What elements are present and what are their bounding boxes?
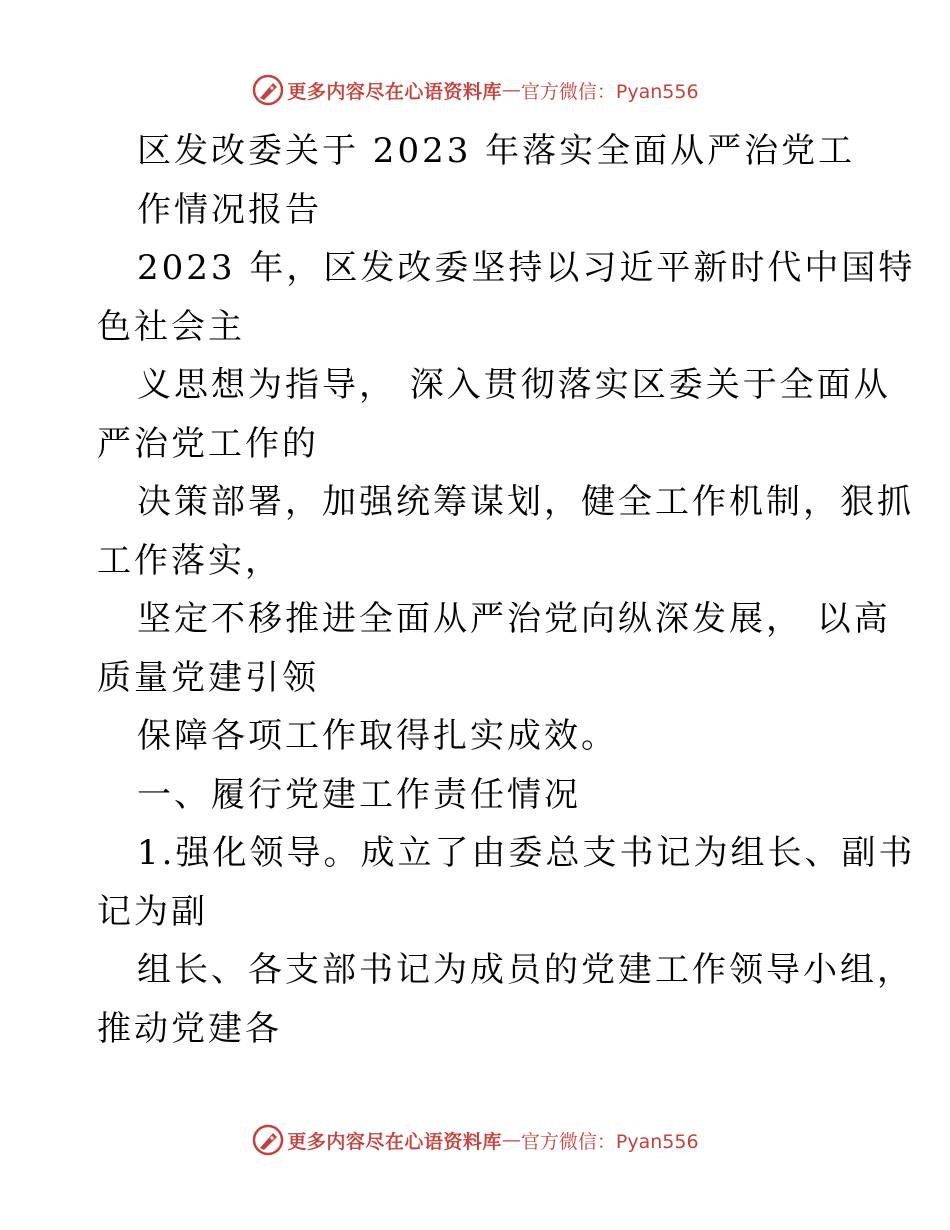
title-line-2: 作情况报告 bbox=[137, 189, 322, 230]
body-line: 1.强化领导。成立了由委总支书记为组长、副书 bbox=[137, 833, 916, 873]
body-line: 推动党建各 bbox=[97, 1008, 282, 1049]
body-line: 组长、各支部书记为成员的党建工作领导小组， bbox=[137, 950, 914, 990]
document-body bbox=[97, 122, 916, 1058]
footer-banner bbox=[0, 1120, 950, 1160]
banner-separator: — bbox=[501, 1129, 521, 1151]
title-line-1: 区发改委关于 2023 年落实全面从严治党工 bbox=[137, 131, 856, 171]
section-heading: 一、履行党建工作责任情况 bbox=[137, 774, 581, 815]
banner-wechat: 官方微信：Pyan556 bbox=[520, 80, 699, 103]
body-line: 保障各项工作取得扎实成效。 bbox=[137, 716, 618, 756]
pen-nib-circle-icon bbox=[251, 73, 285, 107]
body-line: 坚定不移推进全面从严治党向纵深发展， 以高 bbox=[137, 599, 891, 639]
body-line: 质量党建引领 bbox=[97, 657, 319, 698]
banner-brand: 更多内容尽在心语资料库 bbox=[287, 1130, 502, 1153]
body-line: 工作落实， bbox=[97, 540, 282, 581]
body-line: 色社会主 bbox=[97, 306, 245, 347]
banner-separator: — bbox=[501, 79, 521, 101]
body-line: 决策部署，加强统筹谋划，健全工作机制，狠抓 bbox=[137, 482, 914, 522]
pen-nib-circle-icon bbox=[251, 1123, 285, 1157]
header-banner bbox=[0, 70, 950, 110]
body-line: 严治党工作的 bbox=[97, 423, 319, 464]
body-line: 2023 年，区发改委坚持以习近平新时代中国特 bbox=[137, 248, 916, 288]
body-line: 义思想为指导， 深入贯彻落实区委关于全面从 bbox=[137, 365, 891, 405]
body-line: 记为副 bbox=[97, 891, 208, 932]
banner-brand: 更多内容尽在心语资料库 bbox=[287, 80, 502, 103]
banner-wechat: 官方微信：Pyan556 bbox=[520, 1130, 699, 1153]
